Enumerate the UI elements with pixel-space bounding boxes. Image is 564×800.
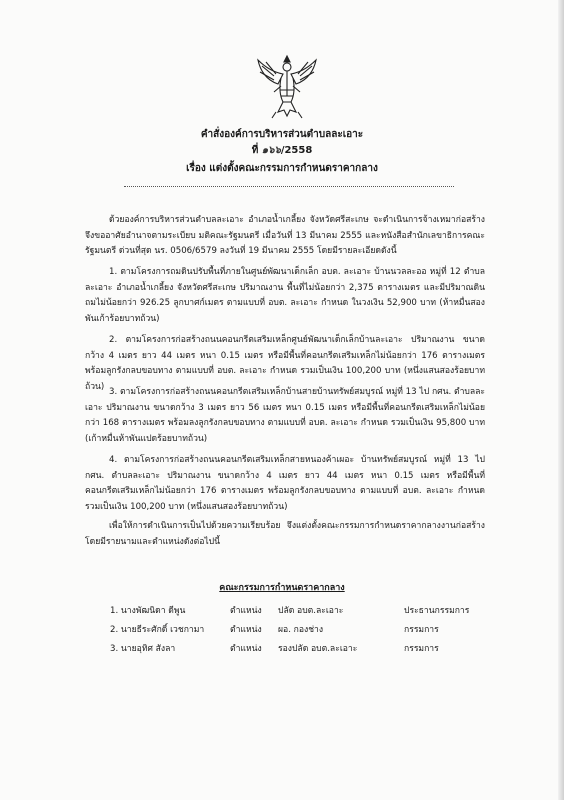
member-duty: กรรมการ xyxy=(404,625,439,635)
member-position-label: ตำแหน่ง xyxy=(230,625,262,635)
item-2-paragraph: 2. ตามโครงการก่อสร้างถนนคอนกรีตเสริมเหล็กศูนย์พัฒนาเด็กเล็กบ้านละเอาะ ปริมาณงาน ขนาดกว้าง 4 เมตร ยาว 44 เมตร หนา 0.15 เมตร หรือมีพื้นที่คอนกรีตเสริมเหล็กไม่น้อยกว่า 176 ตารางเมตร พร้อมลูกรังกลบขอบทาง ตามแบบที่ อบต. ละเอาะ กำหนด รวมเป็นเงิน 100,200 บาท (หนึ่งแสนสองร้อยบาทถ้วน) xyxy=(85,335,485,392)
member-name: 2. นายธีระศักดิ์ เวชกามา xyxy=(110,625,205,635)
member-role: ปลัด อบต.ละเอาะ xyxy=(278,606,344,616)
committee-heading xyxy=(0,580,564,594)
intro-paragraph: ด้วยองค์การบริหารส่วนตำบลละเอาะ อำเภอน้ำเกลี้ยง จังหวัดศรีสะเกษ จะดำเนินการจ้างเหมาก่อสร้าง จึงขออาศัยอำนาจตามระเบียบ มติคณะรัฐมนตรี เมื่อวันที่ 13 มีนาคม 2555 และหนังสือสำนักเลขาธิการคณะรัฐมนตรี ด่วนที่สุด นร. 0506/6579 ลงวันที่ 19 มีนาคม 2555 โดยมีรายละเอียดดังนี้ xyxy=(85,215,485,256)
member-position-label: ตำแหน่ง xyxy=(230,606,262,616)
member-role: รองปลัด อบต.ละเอาะ xyxy=(278,644,358,654)
committee-member-row xyxy=(110,604,490,618)
number-suffix: /2558 xyxy=(280,145,313,156)
member-duty: ประธานกรรมการ xyxy=(404,606,470,616)
order-subject: เรื่อง แต่งตั้งคณะกรรมการกำหนดราคากลาง xyxy=(186,163,378,174)
closing-paragraph: เพื่อให้การดำเนินการเป็นไปด้วยความเรียบร้อย จึงแต่งตั้งคณะกรรมการกำหนดราคากลางงานก่อสร้าง โดยมีรายนามและตำแหน่งดังต่อไปนี้ xyxy=(85,521,485,547)
committee-member-row xyxy=(110,623,490,637)
header-divider xyxy=(124,186,454,187)
committee-member-row xyxy=(110,642,490,656)
order-number xyxy=(0,144,564,158)
member-position-label: ตำแหน่ง xyxy=(230,644,262,654)
member-role: ผอ. กองช่าง xyxy=(278,625,324,635)
garuda-emblem-icon xyxy=(254,52,320,122)
member-duty: กรรมการ xyxy=(404,644,439,654)
number-prefix: ที่ xyxy=(251,145,259,156)
item-1-paragraph: 1. ตามโครงการถมดินปรับพื้นที่ภายในศูนย์พัฒนาเด็กเล็ก อบต. ละเอาะ บ้านนวลละออ หมู่ที่ 12 ตำบลละเอาะ อำเภอน้ำเกลี้ยง จังหวัดศรีสะเกษ ปริมาณงาน พื้นที่ไม่น้อยกว่า 2,375 ตารางเมตร และมีปริมาณดินถมไม่น้อยกว่า 926.25 ลูกบาศก์เมตร ตามแบบที่ อบต. ละเอาะ กำหนด ในวงเงิน 52,900 บาท (ห้าหมื่นสองพันเก้าร้อยบาทถ้วน) xyxy=(85,267,485,324)
committee-heading-text: คณะกรรมการกำหนดราคากลาง xyxy=(219,583,345,593)
order-org-line: คำสั่งองค์การบริหารส่วนตำบลละเอาะ xyxy=(200,129,364,140)
item-3-paragraph: 3. ตามโครงการก่อสร้างถนนคอนกรีตเสริมเหล็กบ้านสายบ้านทรัพย์สมบูรณ์ หมู่ที่ 13 ไป กศน. ตำบลละเอาะ ปริมาณงาน ขนาดกว้าง 3 เมตร ยาว 56 เมตร หนา 0.15 เมตร หรือมีพื้นที่คอนกรีตเสริมเหล็กไม่น้อยกว่า 168 ตารางเมตร พร้อมลงลูกรังกลบขอบทาง ตามแบบที่ อบต. ละเอาะ กำหนด รวมเป็นเงิน 95,800 บาท (เก้าหมื่นห้าพันแปดร้อยบาทถ้วน) xyxy=(85,387,485,444)
item-4-paragraph: 4. ตามโครงการก่อสร้างถนนคอนกรีตเสริมเหล็กสายหนองค้าเผอะ บ้านทรัพย์สมบูรณ์ หมู่ที่ 13 ไป กศน. ตำบลละเอาะ ปริมาณงาน ขนาดกว้าง 4 เมตร ยาว 44 เมตร หนา 0.15 เมตร หรือมีพื้นที่คอนกรีตเสริมเหล็กไม่น้อยกว่า 176 ตารางเมตร พร้อมลูกรังกลบขอบทาง ตามแบบที่ อบต. ละเอาะ กำหนด รวมเป็นเงิน 100,200 บาท (หนึ่งแสนสองร้อยบาทถ้วน) xyxy=(85,455,485,512)
member-name: 3. นายอุทิศ สังลา xyxy=(110,644,176,654)
page-edge-shadow xyxy=(558,0,564,800)
number-handwritten: ๑๖๖ xyxy=(261,145,281,156)
member-name: 1. นางพัฒนิดา ดีพูน xyxy=(110,606,186,616)
